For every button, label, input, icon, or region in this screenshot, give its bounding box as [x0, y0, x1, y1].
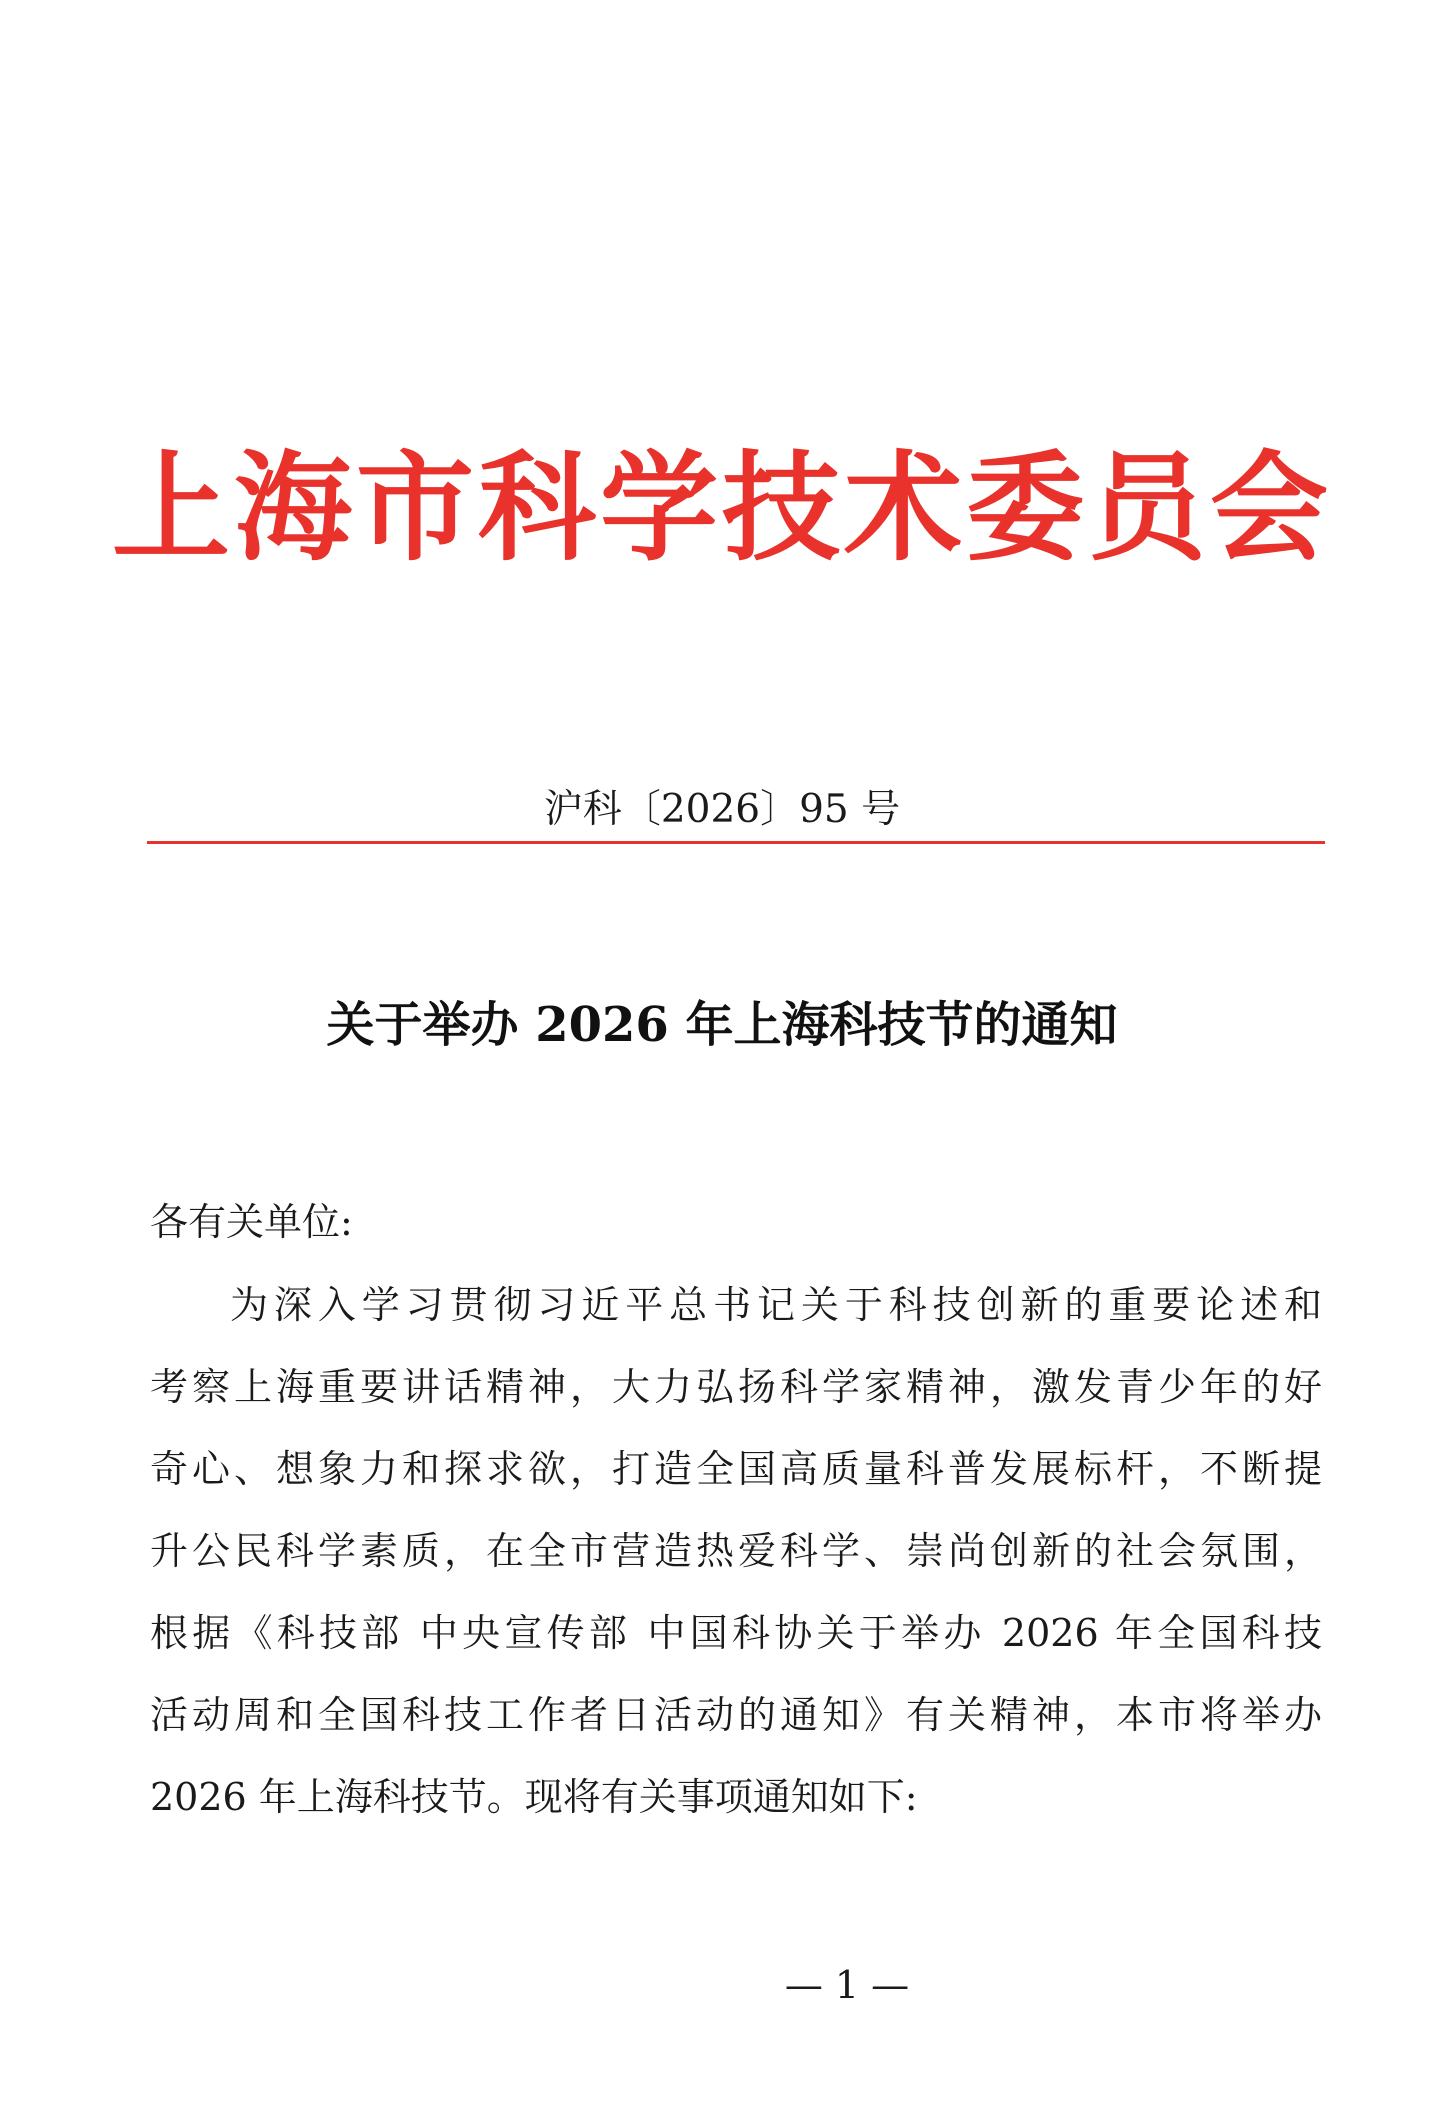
body-line-6: 活动周和全国科技工作者日活动的通知》有关精神，本市将举办 [150, 1693, 1322, 1737]
page-number: — 1 — [784, 1963, 910, 2007]
body-line-4: 升公民科学素质，在全市营造热爱科学、崇尚创新的社会氛围， [150, 1529, 1322, 1573]
document-number: 沪科〔2026〕95 号 [543, 787, 901, 832]
body-line-5: 根据《科技部 中央宣传部 中国科协关于举办 2026 年全国科技 [150, 1611, 1322, 1655]
body-line-3: 奇心、想象力和探求欲，打造全国高质量科普发展标杆，不断提 [150, 1447, 1322, 1491]
issuer-name: 上海市科学技术委员会 [111, 438, 1332, 577]
salutation: 各有关单位: [150, 1200, 353, 1244]
red-divider [147, 841, 1325, 844]
body-line-1: 为深入学习贯彻习近平总书记关于科技创新的重要论述和 [230, 1283, 1322, 1327]
notice-title: 关于举办 2026 年上海科技节的通知 [326, 997, 1118, 1053]
body-line-7: 2026 年上海科技节。现将有关事项通知如下: [150, 1775, 918, 1819]
body-line-2: 考察上海重要讲话精神，大力弘扬科学家精神，激发青少年的好 [150, 1365, 1322, 1409]
